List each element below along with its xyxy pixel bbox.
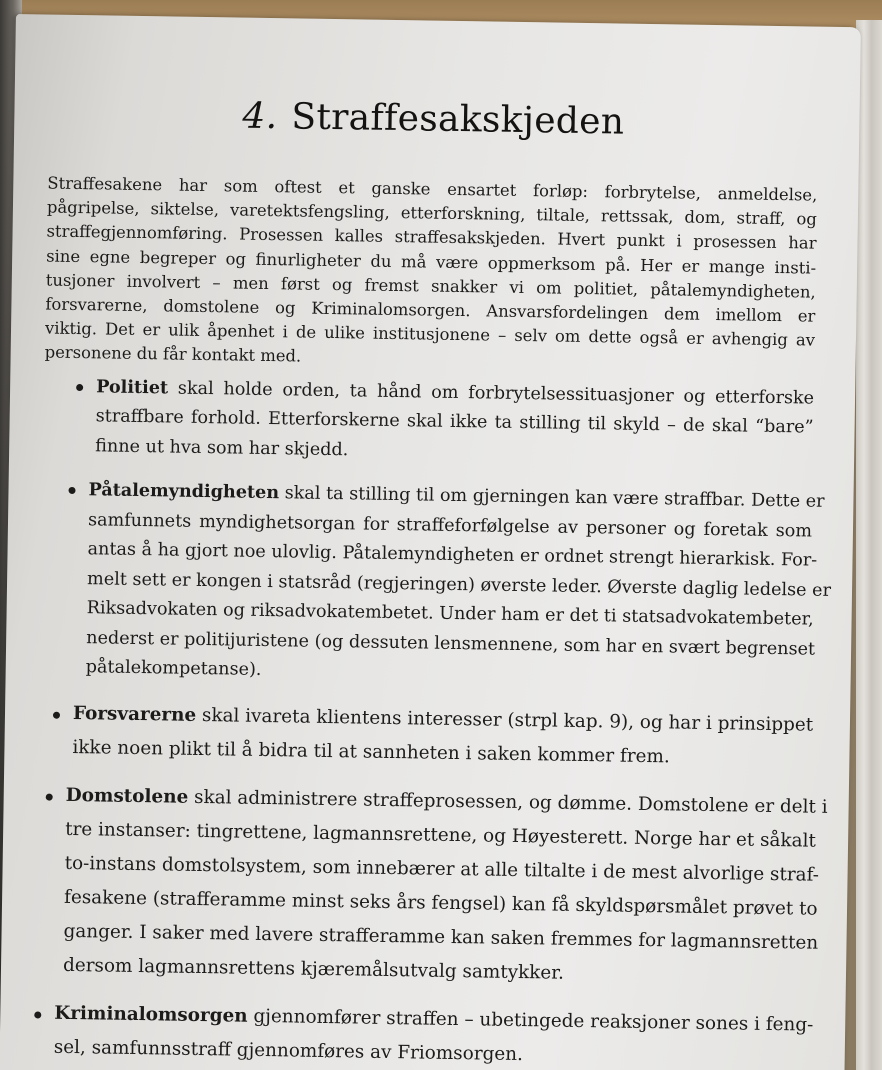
list-item-forsvarerne — [40, 696, 814, 776]
intro-line: forsvarerne, domstolene og Kriminalomsorgen. Ansvarsfordelingen dem imellom er — [45, 294, 816, 326]
item-first-rest: gjennomfører straffen – ubetingede reaksjoner sones i feng- — [247, 1005, 814, 1036]
page-content — [33, 93, 832, 1070]
list-item-patalemyndigheten — [54, 475, 832, 694]
chapter-number: 4. — [242, 95, 278, 138]
item-term: Politiet — [95, 375, 169, 399]
intro-line: Straffesakene har som oftest et ganske ensartet forløp: forbrytelse, anmeldelse, — [47, 173, 818, 205]
institution-list — [34, 371, 832, 1070]
book-page — [0, 14, 861, 1070]
intro-line: sine egne begreper og finurligheter du må være oppmerksom på. Her er mange insti- — [46, 246, 817, 278]
chapter-title-text: Straffesakskjeden — [291, 96, 625, 143]
intro-line: pågripelse, siktelse, varetektsfengsling, etterforskning, tiltale, rettssak, dom, straff, og — [46, 197, 818, 229]
item-line: samfunnets myndighetsorgan for straffeforfølgelse av personer og foretak som — [87, 509, 813, 542]
item-line: Riksadvokaten og riksadvokatembetet. Under ham er det ti statsadvokatembeter, — [86, 598, 814, 630]
item-line: tre instanser: tingrettene, lagmannsrettene, og Høyesterett. Norge har et såkalt — [65, 818, 817, 852]
list-item-politiet — [63, 371, 814, 472]
bullet-icon — [68, 487, 75, 494]
bullet-icon — [53, 711, 60, 718]
bullet-icon — [46, 793, 53, 800]
list-item-domstolene — [31, 778, 828, 994]
item-term: Påtalemyndigheten — [88, 479, 280, 504]
bullet-icon — [34, 1011, 41, 1018]
item-line: dersom lagmannsrettens kjæremålsutvalg samtykker. — [62, 954, 565, 984]
item-term: Forsvarerne — [72, 702, 197, 726]
item-line: ganger. I saker med lavere strafferamme kan saken fremmes for lagmannsretten — [63, 920, 819, 954]
item-first-rest: skal ivareta klientens interesser (strpl kap. 9), og har i prinsippet — [195, 704, 814, 736]
item-term: Domstolene — [65, 784, 189, 808]
chapter-title — [48, 93, 819, 146]
item-first-rest: skal ta stilling til om gjerningen kan være straffbar. Dette er — [278, 483, 825, 512]
item-line: sel, samfunnsstraff gjennomføres av Friomsorgen. — [53, 1036, 524, 1065]
intro-line: tusjoner involvert – men først og fremst snakker vi om politiet, påtalemyndigheten, — [45, 270, 816, 302]
item-line: fesakene (strafferamme minst seks års fengsel) kan få skyldspørsmålet prøvet to — [63, 886, 818, 920]
item-line: antas å ha gjort noe ulovlig. Påtalemyndigheten er ordnet strengt hierarkisk. For- — [87, 539, 818, 571]
item-first-rest: skal administrere straffeprosessen, og dømme. Domstolene er delt i — [188, 786, 828, 818]
item-line: ikke noen plikt til å bidra til at sannheten i saken kommer frem. — [72, 736, 670, 767]
intro-line: personene du får kontakt med. — [44, 342, 302, 366]
intro-line: straffegjennomføring. Prosessen kalles straffesakskjeden. Hvert punkt i prosessen har — [46, 221, 817, 254]
intro-line: viktig. Det er ulik åpenhet i de ulike institusjonene – selv om dette også er avhengig av — [44, 318, 816, 350]
item-line: finne ut hva som har skjedd. — [95, 435, 349, 460]
item-term: Kriminalomsorgen — [54, 1002, 248, 1027]
item-first-rest: skal holde orden, ta hånd om forbrytelsessituasjoner og etterforske — [167, 378, 815, 409]
item-line: straffbare forhold. Etterforskerne skal ikke ta stilling til skyld – de skal “bare” — [95, 406, 814, 438]
item-line: nederst er politijuristene (og dessuten lensmennene, som har en svært begrenset — [86, 627, 816, 660]
page-stack-edge — [856, 20, 882, 1070]
item-line: melt sett er kongen i statsråd (regjeringen) øverste leder. Øverste daglig ledelse er — [86, 568, 832, 601]
list-item-kriminalomsorgen — [22, 996, 814, 1070]
intro-paragraph — [44, 172, 817, 378]
item-line: påtalekompetanse). — [85, 657, 262, 681]
item-line: to-instans domstolsystem, som innebærer at alle tiltalte i de mest alvorlige straf- — [64, 852, 820, 886]
bullet-icon — [76, 384, 83, 391]
